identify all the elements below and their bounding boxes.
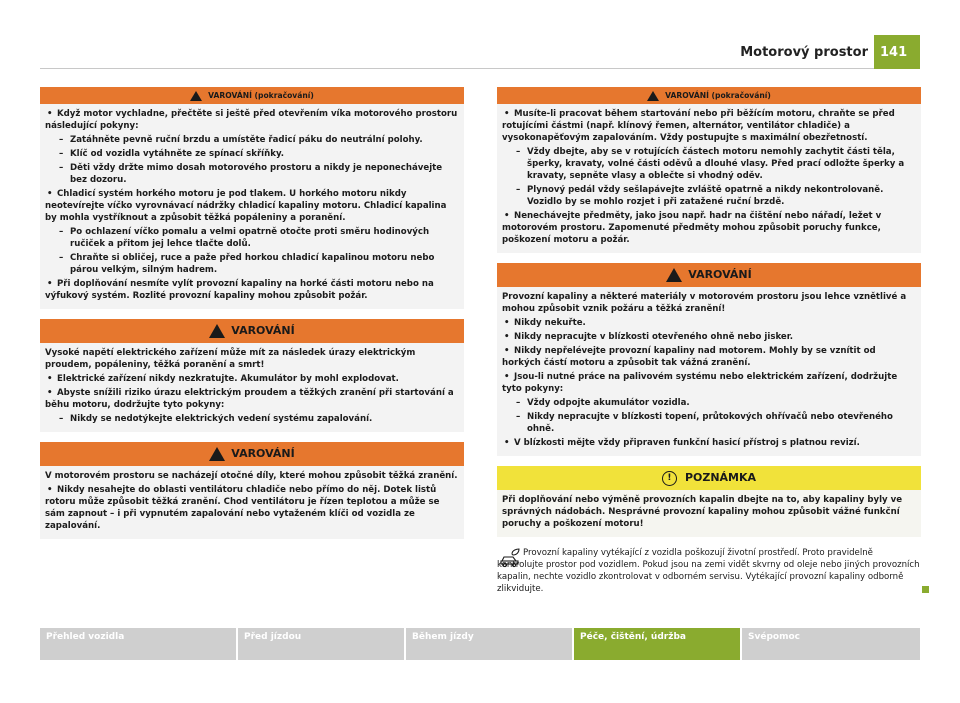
dash-item: – Nikdy se nedotýkejte elektrických vedení systému zapalování. [59, 413, 459, 425]
bullet-item: • Nikdy nekuřte. [502, 317, 916, 329]
dash-item: – Vždy odpojte akumulátor vozidla. [516, 397, 916, 409]
warning-flammable-title: VAROVÁNÍ [688, 268, 752, 281]
tab-pece-cisteni-udrzba[interactable] [574, 628, 740, 660]
header-rule [40, 68, 874, 69]
warning-electrical-body [40, 343, 464, 432]
environment-text: Provozní kapaliny vytékající z vozidla poškozují životní prostředí. Proto pravidelně kontrolujte prostor pod vozidlem. Pokud jsou na zemi vidět skvrny od oleje nebo jiných provozních kapalin, nechte vozidlo zkontrolovat v odborném servisu. Vytékající provozní kapaliny odborně zlikvidujte. [497, 548, 920, 594]
warning-continued-box-right [497, 87, 921, 253]
bullet-item: • Nikdy nepřelévejte provozní kapaliny nad motorem. Mohly by se vznítit od horkých částí motoru a způsobit tak vážná zranění. [502, 345, 916, 369]
warning-electrical-box [40, 319, 464, 432]
warning-flammable-body [497, 287, 921, 456]
dash-item: – Nikdy nepracujte v blízkosti topení, průtokových ohřívačů nebo otevřeného ohně. [516, 411, 916, 435]
note-title: POZNÁMKA [684, 471, 757, 484]
right-column [497, 87, 921, 595]
tab-label: Péče, čištění, údržba [580, 632, 686, 642]
warning-electrical-title: VAROVÁNÍ [231, 324, 295, 337]
paragraph: Při doplňování nebo výměně provozních kapalin dbejte na to, aby kapaliny byly ve správných nádobách. Nesprávné provozní kapaliny mohou způsobit vážné funkční poruchy a poškození motoru! [502, 495, 903, 529]
warning-continued-box [40, 87, 464, 309]
warning-flammable-header [497, 263, 921, 287]
warning-continued-title: VAROVÁNÍ (pokračování) [208, 90, 314, 100]
bullet-item: • Nenechávejte předměty, jako jsou např. hadr na čištění nebo nářadí, ležet v motorovém prostoru. Zapomenuté předměty mohou způsobit poruchy funkce, poškození motoru a požár. [502, 210, 916, 246]
dash-item: – Klíč od vozidla vytáhněte ze spínací skříňky. [59, 148, 459, 160]
bullet-item: • Nikdy nepracujte v blízkosti otevřeného ohně nebo jisker. [502, 331, 916, 343]
section-end-marker [922, 586, 929, 593]
car-leaf-icon [499, 548, 521, 568]
paragraph: Provozní kapaliny a některé materiály v motorovém prostoru jsou lehce vznětlivé a mohou způsobit vznik požáru a těžká zranění! [502, 292, 907, 314]
tab-label: Před jízdou [244, 632, 302, 642]
bullet-item: • Jsou-li nutné práce na palivovém systému nebo elektrickém zařízení, dodržujte tyto pokyny: [502, 371, 916, 395]
page-number: 141 [874, 35, 920, 69]
note-body [497, 490, 921, 537]
warning-continued-body-right [497, 104, 921, 253]
note-box [497, 466, 921, 537]
dash-item: – Plynový pedál vždy sešlapávejte zvláště opatrně a nikdy nekontrolovaně. Vozidlo by se mohlo rozjet i při zatažené ruční brzdě. [516, 184, 916, 208]
paragraph: Vysoké napětí elektrického zařízení může mít za následek úrazy elektrickým proudem, popáleniny, těžká poranění a smrt! [45, 348, 416, 370]
warning-triangle-icon [190, 91, 202, 101]
note-header [497, 466, 921, 490]
exclamation-circle-icon: ! [662, 471, 677, 486]
left-column [40, 87, 464, 549]
warning-triangle-icon [647, 91, 659, 101]
bullet-item: • V blízkosti mějte vždy připraven funkční hasicí přístroj s platnou revizí. [502, 437, 916, 449]
warning-triangle-icon [666, 268, 682, 282]
warning-continued-header [40, 87, 464, 104]
chapter-nav [40, 628, 920, 660]
warning-continued-title-right: VAROVÁNÍ (pokračování) [665, 90, 771, 100]
bullet-item: • Nikdy nesahejte do oblasti ventilátoru chladiče nebo přímo do něj. Dotek listů rotoru může způsobit těžká zranění. Chod ventilátoru je řízen teplotou a může se sám zapnout – i při vypnutém zapalování nebo vytaženém klíči od vozidla ze zapalování. [45, 484, 459, 532]
paragraph: V motorovém prostoru se nacházejí otočné díly, které mohou způsobit těžká zranění. [45, 471, 458, 481]
warning-fan-body [40, 466, 464, 539]
tab-label: Svépomoc [748, 632, 800, 642]
bullet-item: • Při doplňování nesmíte vylít provozní kapaliny na horké části motoru nebo na výfukový systém. Rozlité provozní kapaliny mohou způsobit požár. [45, 278, 459, 302]
warning-fan-header [40, 442, 464, 466]
dash-item: – Zatáhněte pevně ruční brzdu a umístěte řadicí páku do neutrální polohy. [59, 134, 459, 146]
bullet-item: • Musíte-li pracovat během startování nebo při běžícím motoru, chraňte se před rotujícími částmi (např. klínový řemen, alternátor, ventilátor chladiče) a vysokonapěťovým zapalováním. Vždy postupujte s maximální obezřetností. [502, 108, 916, 144]
page-header-title: Motorový prostor [740, 45, 868, 60]
warning-flammable-box [497, 263, 921, 456]
tab-label: Během jízdy [412, 632, 474, 642]
dash-item: – Vždy dbejte, aby se v rotujících částech motoru nemohly zachytit části těla, šperky, kravaty, volné části oděvů a dlouhé vlasy. Před prací odložte šperky a kravaty, sepněte vlasy a oblečte si vhodný oděv. [516, 146, 916, 182]
warning-continued-body [40, 104, 464, 309]
tab-svepomoc[interactable] [742, 628, 920, 660]
warning-fan-title: VAROVÁNÍ [231, 447, 295, 460]
warning-continued-header-right [497, 87, 921, 104]
dash-item: – Po ochlazení víčko pomalu a velmi opatrně otočte proti směru hodinových ručiček a přitom jej lehce tlačte dolů. [59, 226, 459, 250]
warning-triangle-icon [209, 447, 225, 461]
warning-triangle-icon [209, 324, 225, 338]
tab-label: Přehled vozidla [46, 632, 125, 642]
dash-item: – Děti vždy držte mimo dosah motorového prostoru a nikdy je neponechávejte bez dozoru. [59, 162, 459, 186]
tab-prehled-vozidla[interactable] [40, 628, 236, 660]
warning-electrical-header [40, 319, 464, 343]
environment-note [497, 547, 921, 595]
warning-fan-box [40, 442, 464, 539]
tab-behem-jizdy[interactable] [406, 628, 572, 660]
bullet-item: • Elektrické zařízení nikdy nezkratujte. Akumulátor by mohl explodovat. [45, 373, 459, 385]
dash-item: – Chraňte si obličej, ruce a paže před horkou chladicí kapalinou motoru nebo párou velkým, silným hadrem. [59, 252, 459, 276]
bullet-item: • Chladicí systém horkého motoru je pod tlakem. U horkého motoru nikdy neotevírejte víčko vyrovnávací nádržky chladicí kapaliny motoru. Chladicí kapalina by mohla vystříknout a způsobit těžká popáleniny a poranění. [45, 188, 459, 224]
bullet-item: • Abyste snížili riziko úrazu elektrickým proudem a těžkých zranění při startování a běhu motoru, dodržujte tyto pokyny: [45, 387, 459, 411]
bullet-item: • Když motor vychladne, přečtěte si ještě před otevřením víka motorového prostoru následující pokyny: [45, 108, 459, 132]
tab-pred-jizdou[interactable] [238, 628, 404, 660]
